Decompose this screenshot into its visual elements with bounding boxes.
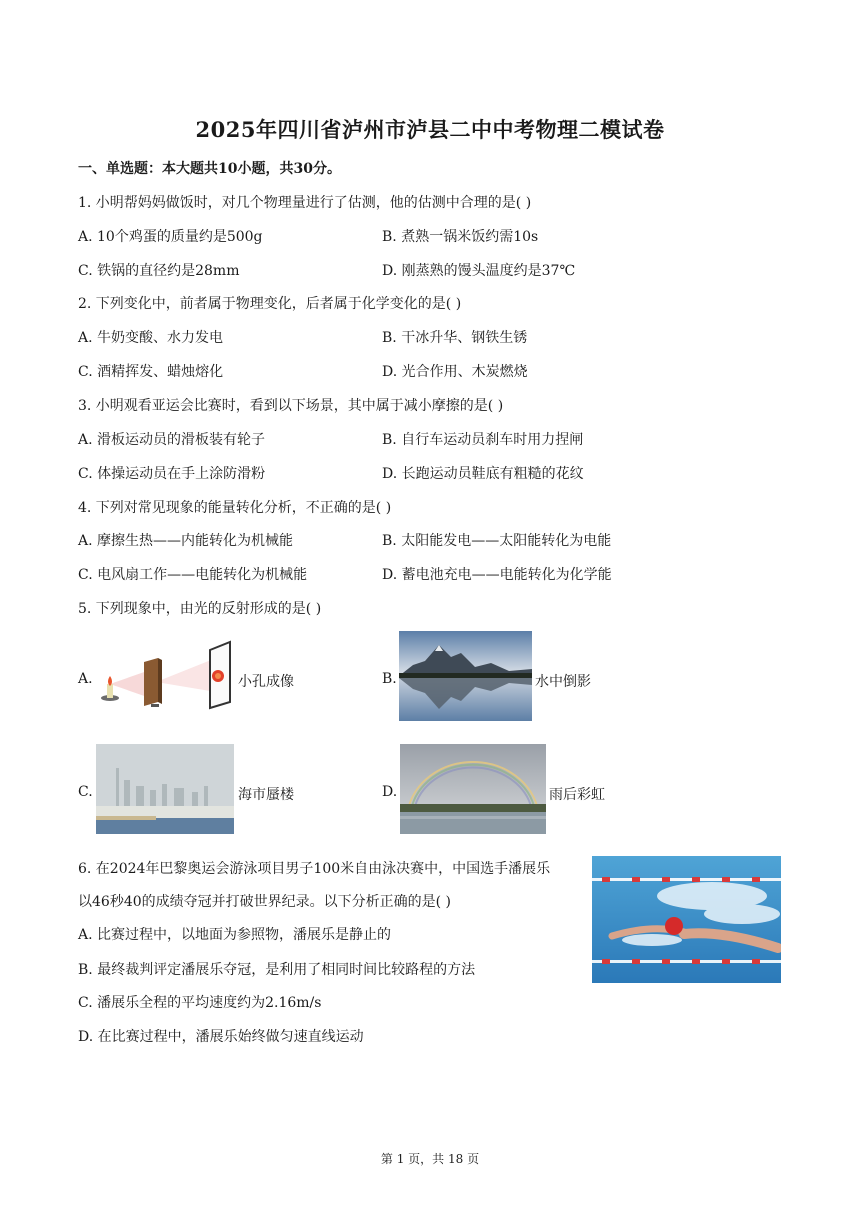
question-1-stem: 1. 小明帮妈妈做饭时，对几个物理量进行了估测，他的估测中合理的是( ) [78, 195, 532, 211]
question-2-option-b: B. 干冰升华、钢铁生锈 [382, 330, 528, 346]
pinhole-imaging-illustration [98, 640, 234, 710]
question-2-option-c: C. 酒精挥发、蜡烛熔化 [78, 364, 224, 380]
lake-reflection-photo [399, 631, 532, 721]
page-title: 2025年四川省泸州市泸县二中中考物理二模试卷 [195, 117, 665, 142]
question-5-option-a-text: 小孔成像 [238, 674, 294, 690]
question-4-option-b: B. 太阳能发电——太阳能转化为电能 [382, 533, 612, 549]
question-3-stem: 3. 小明观看亚运会比赛时，看到以下场景，其中属于减小摩擦的是( ) [78, 398, 504, 414]
question-5-option-c-text: 海市蜃楼 [238, 787, 294, 803]
question-6-option-a: A. 比赛过程中，以地面为参照物，潘展乐是静止的 [78, 927, 392, 943]
question-3-option-d: D. 长跑运动员鞋底有粗糙的花纹 [382, 466, 584, 482]
rainbow-photo [400, 744, 546, 834]
question-2-stem: 2. 下列变化中，前者属于物理变化，后者属于化学变化的是( ) [78, 296, 462, 312]
question-6-option-d: D. 在比赛过程中，潘展乐始终做匀速直线运动 [78, 1029, 364, 1045]
question-4-option-d: D. 蓄电池充电——电能转化为化学能 [382, 567, 612, 583]
question-4-option-c: C. 电风扇工作——电能转化为机械能 [78, 567, 308, 583]
question-2-option-a: A. 牛奶变酸、水力发电 [78, 330, 224, 346]
swimmer-photo [592, 856, 781, 983]
question-1-option-d: D. 刚蒸熟的馒头温度约是37℃ [382, 263, 576, 279]
question-5-stem: 5. 下列现象中，由光的反射形成的是( ) [78, 601, 322, 617]
question-6-option-b: B. 最终裁判评定潘展乐夺冠，是利用了相同时间比较路程的方法 [78, 962, 476, 978]
question-4-option-a: A. 摩擦生热——内能转化为机械能 [78, 533, 294, 549]
question-5-option-b-letter: B. [382, 671, 397, 687]
question-6-stem-line-1: 6. 在2024年巴黎奥运会游泳项目男子100米自由泳决赛中，中国选手潘展乐 [78, 861, 551, 877]
question-6-option-c: C. 潘展乐全程的平均速度约为2.16m/s [78, 995, 322, 1011]
question-2-option-d: D. 光合作用、木炭燃烧 [382, 364, 528, 380]
question-1-option-b: B. 煮熟一锅米饭约需10s [382, 229, 539, 245]
section-heading: 一、单选题：本大题共10小题，共30分。 [78, 161, 341, 177]
question-5-option-b-text: 水中倒影 [535, 674, 591, 690]
mirage-photo [96, 744, 234, 834]
page-footer: 第 1 页，共 18 页 [380, 1152, 480, 1166]
question-1-option-a: A. 10个鸡蛋的质量约是500g [78, 229, 263, 245]
question-1-option-c: C. 铁锅的直径约是28mm [78, 263, 240, 279]
question-5-option-c-letter: C. [78, 784, 93, 800]
question-3-option-c: C. 体操运动员在手上涂防滑粉 [78, 466, 266, 482]
question-3-option-a: A. 滑板运动员的滑板装有轮子 [78, 432, 266, 448]
question-5-option-d-text: 雨后彩虹 [549, 787, 605, 803]
question-5-option-a-letter: A. [78, 671, 93, 687]
question-4-stem: 4. 下列对常见现象的能量转化分析，不正确的是( ) [78, 500, 392, 516]
question-3-option-b: B. 自行车运动员刹车时用力捏闸 [382, 432, 584, 448]
question-6-stem-line-2: 以46秒40的成绩夺冠并打破世界纪录。以下分析正确的是( ) [78, 894, 452, 910]
question-5-option-d-letter: D. [382, 784, 398, 800]
